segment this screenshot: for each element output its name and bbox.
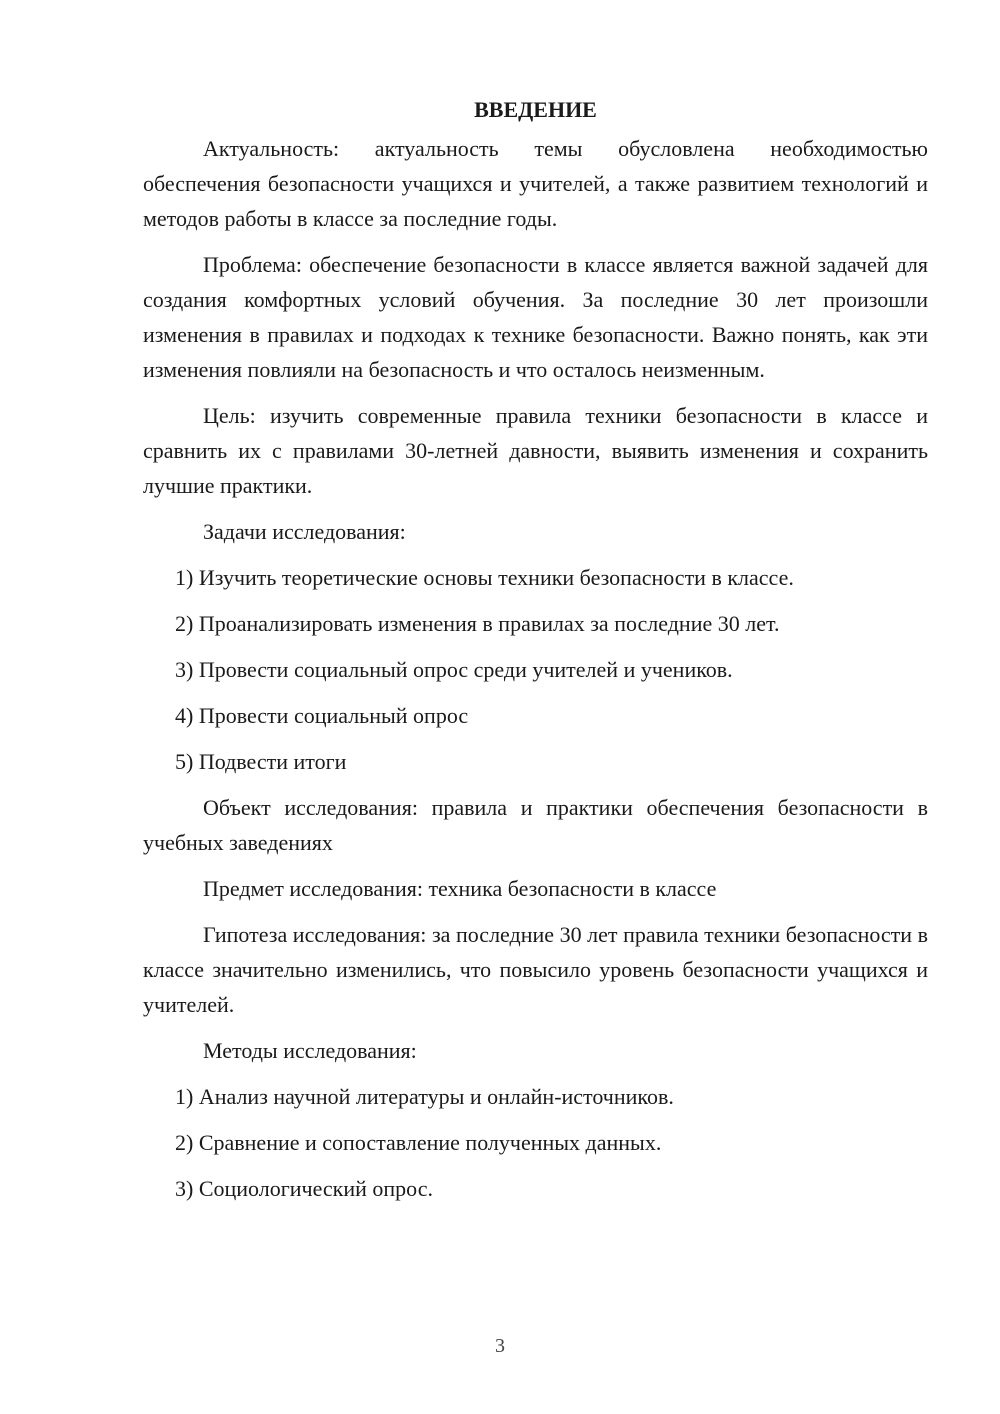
tasks-title: Задачи исследования: — [203, 519, 406, 544]
list-item: 4) Провести социальный опрос — [175, 703, 469, 728]
list-item: 2) Проанализировать изменения в правилах за последние 30 лет. — [175, 611, 780, 636]
list-item: 2) Сравнение и сопоставление полученных данных. — [175, 1130, 662, 1155]
tasks-list — [143, 560, 928, 779]
methods-title: Методы исследования: — [203, 1038, 417, 1063]
subject-paragraph: Предмет исследования: техника безопасности в классе — [203, 876, 717, 901]
list-item: 5) Подвести итоги — [175, 749, 347, 774]
methods-list — [143, 1079, 928, 1206]
page-number: 3 — [495, 1335, 505, 1357]
list-item: 1) Анализ научной литературы и онлайн-источников. — [175, 1084, 674, 1109]
object-paragraph: Объект исследования: правила и практики обеспечения безопасности в учебных заведениях — [143, 795, 928, 855]
list-item: 3) Социологический опрос. — [175, 1176, 433, 1201]
relevance-paragraph: Актуальность: актуальность темы обусловлена необходимостью обеспечения безопасности учащихся и учителей, а также развитием технологий и методов работы в классе за последние годы. — [143, 136, 928, 231]
problem-paragraph: Проблема: обеспечение безопасности в классе является важной задачей для создания комфортных условий обучения. За последние 30 лет произошли изменения в правилах и подходах к технике безопасности. Важно понять, как эти изменения повлияли на безопасность и что осталось неизменным. — [143, 252, 928, 382]
list-item: 3) Провести социальный опрос среди учителей и учеников. — [175, 657, 733, 682]
hypothesis-paragraph: Гипотеза исследования: за последние 30 лет правила техники безопасности в классе значительно изменились, что повысило уровень безопасности учащихся и учителей. — [143, 922, 928, 1017]
list-item: 1) Изучить теоретические основы техники безопасности в классе. — [175, 565, 794, 590]
goal-paragraph: Цель: изучить современные правила техники безопасности в классе и сравнить их с правилами 30-летней давности, выявить изменения и сохранить лучшие практики. — [143, 403, 928, 498]
section-heading: ВВЕДЕНИЕ — [474, 97, 597, 122]
document-body — [143, 92, 928, 1217]
